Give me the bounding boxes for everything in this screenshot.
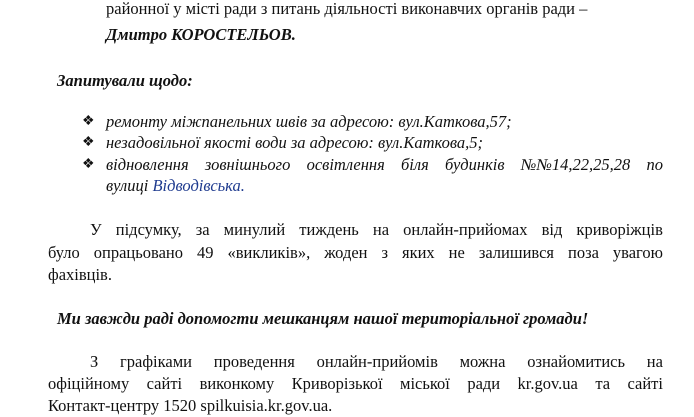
word: графіками [120,352,192,371]
word: проведення [213,352,295,371]
word: минулий [223,220,286,239]
word: на [372,220,390,239]
word: відновлення [106,155,189,174]
word: ради [467,374,501,393]
word: жоден [324,243,368,262]
asked-item-3-line2 [106,176,245,196]
slogan: Ми завжди раді допомогти мешканцям нашої територіальної громади! [57,309,589,328]
street-prefix: вулиці [106,176,153,195]
schedule-line1 [90,352,663,372]
asked-heading: Запитували щодо: [57,71,193,90]
word: сайті [146,374,183,393]
word: будинків [444,155,505,174]
asked-item-3-line1 [106,155,663,175]
word: сайті [627,374,663,393]
word: з [381,243,389,262]
schedule-line3: Контакт-центру 1520 spilkuisia.kr.gov.ua. [48,396,333,415]
official-name: Дмитро КОРОСТЕЛЬОВ. [106,25,296,44]
website-link[interactable]: kr.gov.ua [517,374,578,393]
word: біля [401,155,429,174]
word: 49 [197,243,214,262]
word: по [646,155,663,174]
word: №№14,22,25,28 [520,155,631,174]
word: від [541,220,563,239]
word: «викликів», [227,243,311,262]
word: було [48,243,80,262]
word: залишився [478,243,555,262]
schedule-line2 [48,374,663,394]
summary-line3: фахівців. [48,265,112,284]
diamond-bullet-icon: ❖ [82,114,95,129]
word: онлайн-прийомах [403,220,528,239]
word: освітлення [306,155,385,174]
summary-line2 [48,243,663,263]
street-name: Відводівська. [152,176,245,195]
word: онлайн-прийомів [316,352,438,371]
word: та [595,374,611,393]
diamond-bullet-icon: ❖ [82,157,95,172]
word: поза [568,243,599,262]
word: на [646,352,663,371]
summary-line1 [90,220,663,240]
word: увагою [612,243,663,262]
intro-line: районної у місті ради з питань діяльності виконавчих органів ради – [106,0,588,18]
word: криворіжців [576,220,663,239]
word: за [195,220,210,239]
word: виконкому [199,374,275,393]
word: зовнішнього [204,155,291,174]
word: ознайомитись [527,352,626,371]
word: Криворізької [291,374,383,393]
diamond-bullet-icon: ❖ [82,135,95,150]
word: можна [459,352,506,371]
word: У [90,220,102,239]
asked-item-2: незадовільної якості води за адресою: вул.Каткова,5; [106,133,484,152]
word: тиждень [299,220,359,239]
word: не [448,243,465,262]
asked-item-1: ремонту міжпанельних швів за адресою: вул.Каткова,57; [106,112,512,131]
word: міської [400,374,450,393]
word: яких [402,243,435,262]
word: офіційному [48,374,130,393]
word: З [90,352,99,371]
word: підсумку, [115,220,182,239]
word: опрацьовано [93,243,184,262]
